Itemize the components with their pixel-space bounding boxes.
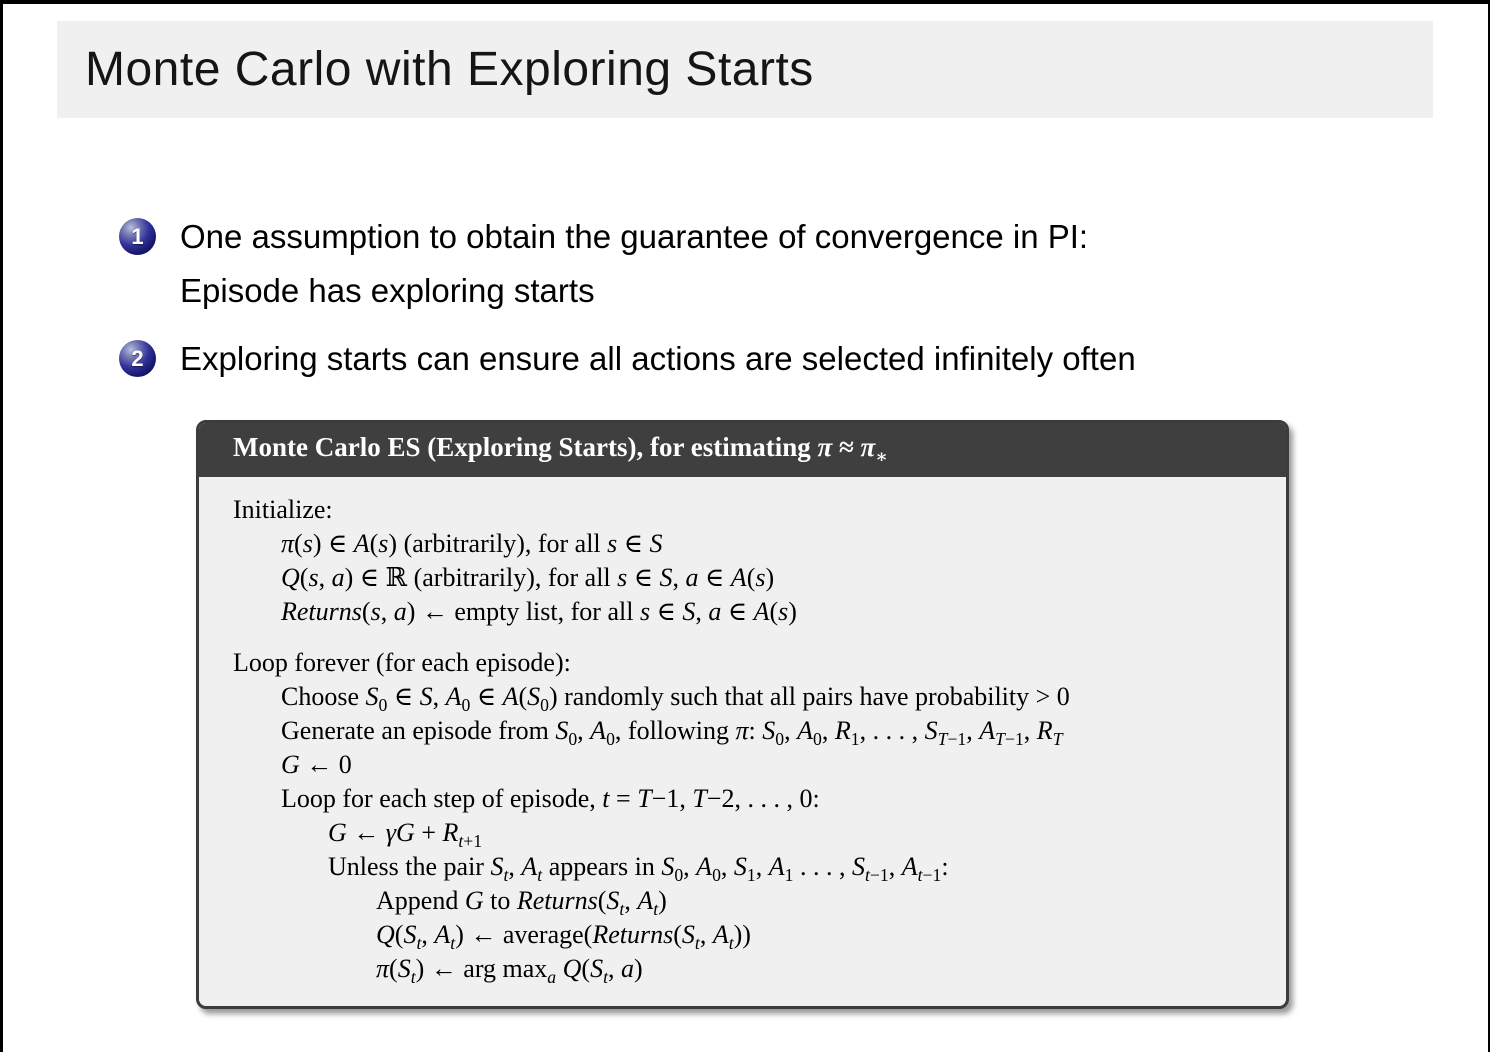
algorithm-title: Monte Carlo ES (Exploring Starts), for estimating $\pi \approx \pi_∗$ [233, 432, 888, 467]
algorithm-line: $Q(S_t$, $A_t$) ← $average(Returns(S_t$, $A_t$)) [376, 920, 751, 954]
algorithm-line: G ← 0 [281, 750, 352, 780]
algorithm-line: Generate an episode from $S_0$, $A_0$, following π: $S_0$, $A_0$, $R_1$, . . . , $S_{T-1}$, $A_{T-1}$, $R_T$ [281, 716, 1063, 750]
algorithm-line: Initialize: [233, 495, 333, 525]
algorithm-line: Loop for each step of episode, t = T−1, T−2, . . . , 0: [281, 784, 820, 814]
slide-title-bar [57, 21, 1433, 118]
bullet-text [180, 332, 1136, 386]
algorithm-line: Loop forever (for each episode): [233, 648, 571, 678]
algorithm-line: π(s) ∈ A(s) (arbitrarily), for all s ∈ S [281, 529, 663, 559]
bullet-line: Exploring starts can ensure all actions are selected infinitely often [180, 340, 1136, 377]
bullet-item-1 [119, 210, 1419, 318]
algorithm-line: Returns(s, a) ← empty list, for all s ∈ S, a ∈ A(s) [281, 597, 797, 627]
bullet-number-badge: 1 [119, 218, 156, 255]
algorithm-line: Choose $S_0$ ∈ S, $A_0$ ∈ $A(S_0)$ randomly such that all pairs have probability > 0 [281, 682, 1070, 716]
bullet-list [119, 210, 1419, 400]
bullet-line: Episode has exploring starts [180, 272, 595, 309]
bullet-line: One assumption to obtain the guarantee of convergence in PI: [180, 218, 1089, 255]
algorithm-line: Unless the pair $S_t$, $A_t$ appears in $S_0$, $A_0$, $S_1$, $A_1$ . . . , $S_{t-1}$, $A_{t-1}$: [328, 852, 949, 886]
algorithm-line: G ← $\gamma G + R_{t+1}$ [328, 818, 483, 852]
algorithm-body [199, 477, 1286, 1006]
algorithm-header [199, 423, 1286, 477]
bullet-text [180, 210, 1088, 318]
bullet-item-2 [119, 332, 1419, 386]
algorithm-line: Append G to $Returns(S_t$, $A_t$) [376, 886, 667, 920]
algorithm-line: $\pi(S_t)$ ← arg $\max_a Q(S_t$, a) [376, 954, 643, 988]
bullet-number-badge: 2 [119, 340, 156, 377]
algorithm-box [196, 420, 1289, 1009]
slide-title: Monte Carlo with Exploring Starts [85, 43, 814, 96]
algorithm-line: Q(s, a) ∈ ℝ (arbitrarily), for all s ∈ S, a ∈ A(s) [281, 563, 775, 593]
